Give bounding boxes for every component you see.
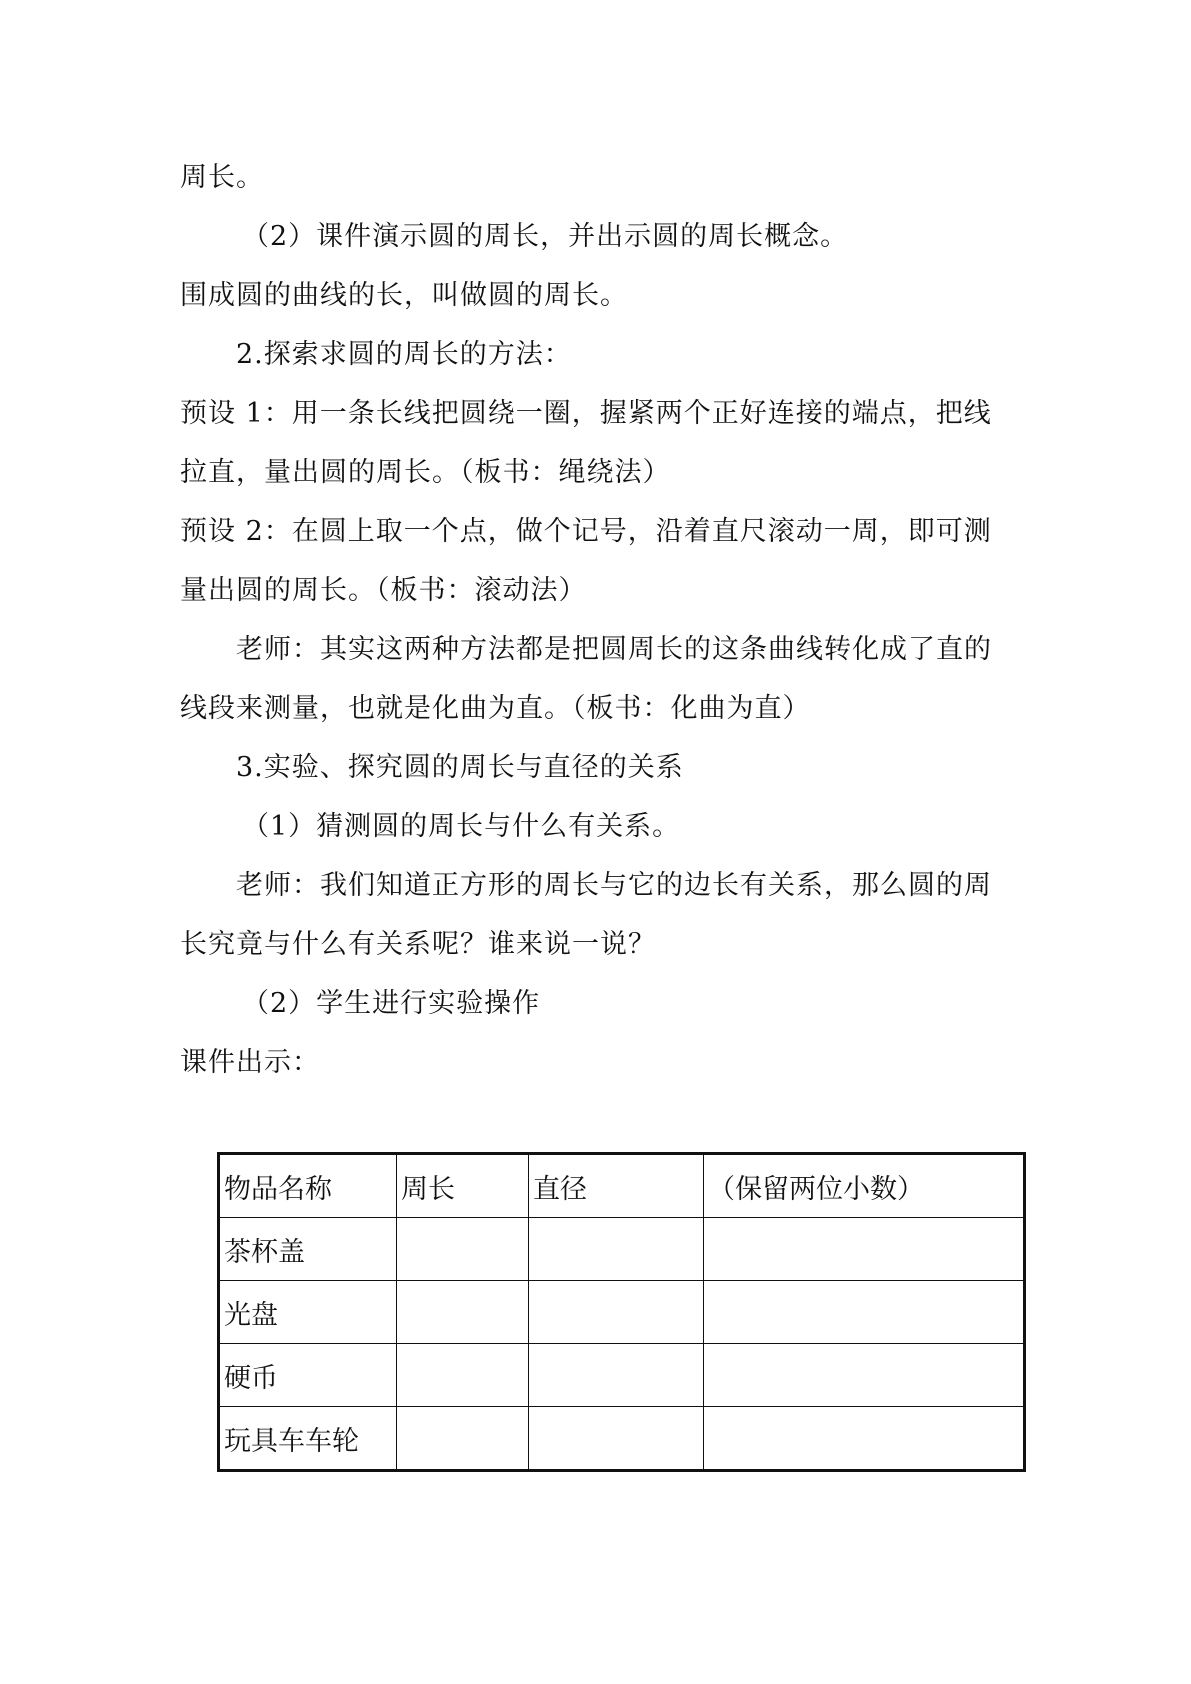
- table-row: [219, 1407, 1025, 1471]
- table-header-cell: 直径: [529, 1154, 704, 1218]
- table-cell: [704, 1407, 1025, 1471]
- table-cell: [529, 1407, 704, 1471]
- table-cell: [529, 1218, 704, 1281]
- table-cell: [397, 1407, 529, 1471]
- paragraph-definition: 围成圆的曲线的长，叫做圆的周长。: [180, 280, 628, 311]
- table-cell: [704, 1281, 1025, 1344]
- table-cell: 硬币: [219, 1344, 397, 1407]
- paragraph-step-guess: （1）猜测圆的周长与什么有关系。: [242, 811, 681, 842]
- paragraph-teacher-1-b: 线段来测量，也就是化曲为直。（板书：化曲为直）: [180, 693, 811, 724]
- table-row: [219, 1218, 1025, 1281]
- paragraph-preset-1-a: 预设 1：用一条长线把圆绕一圈，握紧两个正好连接的端点，把线: [180, 398, 992, 429]
- table-header-cell: （保留两位小数）: [704, 1154, 1025, 1218]
- paragraph-step-experiment: （2）学生进行实验操作: [242, 988, 541, 1019]
- table-cell: [704, 1218, 1025, 1281]
- table-cell: [397, 1218, 529, 1281]
- paragraph-teacher-1-a: 老师：其实这两种方法都是把圆周长的这条曲线转化成了直的: [236, 634, 992, 665]
- paragraph-teacher-2-b: 长究竟与什么有关系呢？谁来说一说？: [180, 929, 656, 960]
- measurement-table: [217, 1152, 1026, 1472]
- section-heading-3: 3.实验、探究圆的周长与直径的关系: [236, 752, 684, 783]
- table-header-row: [219, 1154, 1025, 1218]
- section-heading-2: 2.探索求圆的周长的方法：: [236, 339, 572, 370]
- table-cell: 光盘: [219, 1281, 397, 1344]
- paragraph-courseware-show: 课件出示：: [180, 1047, 320, 1078]
- paragraph-preset-1-b: 拉直，量出圆的周长。（板书：绳绕法）: [180, 457, 671, 488]
- paragraph-teacher-2-a: 老师：我们知道正方形的周长与它的边长有关系，那么圆的周: [236, 870, 992, 901]
- table-cell: 茶杯盖: [219, 1218, 397, 1281]
- table-cell: [529, 1281, 704, 1344]
- table-cell: 玩具车车轮: [219, 1407, 397, 1471]
- table-cell: [397, 1344, 529, 1407]
- paragraph-continuation: 周长。: [180, 162, 264, 193]
- table-header-cell: 周长: [397, 1154, 529, 1218]
- table-row: [219, 1281, 1025, 1344]
- paragraph-step-2: （2）课件演示圆的周长，并出示圆的周长概念。: [242, 221, 849, 252]
- table-cell: [529, 1344, 704, 1407]
- table-cell: [397, 1281, 529, 1344]
- table-cell: [704, 1344, 1025, 1407]
- table-header-cell: 物品名称: [219, 1154, 397, 1218]
- paragraph-preset-2-b: 量出圆的周长。（板书：滚动法）: [180, 575, 587, 606]
- table-row: [219, 1344, 1025, 1407]
- paragraph-preset-2-a: 预设 2：在圆上取一个点，做个记号，沿着直尺滚动一周，即可测: [180, 516, 992, 547]
